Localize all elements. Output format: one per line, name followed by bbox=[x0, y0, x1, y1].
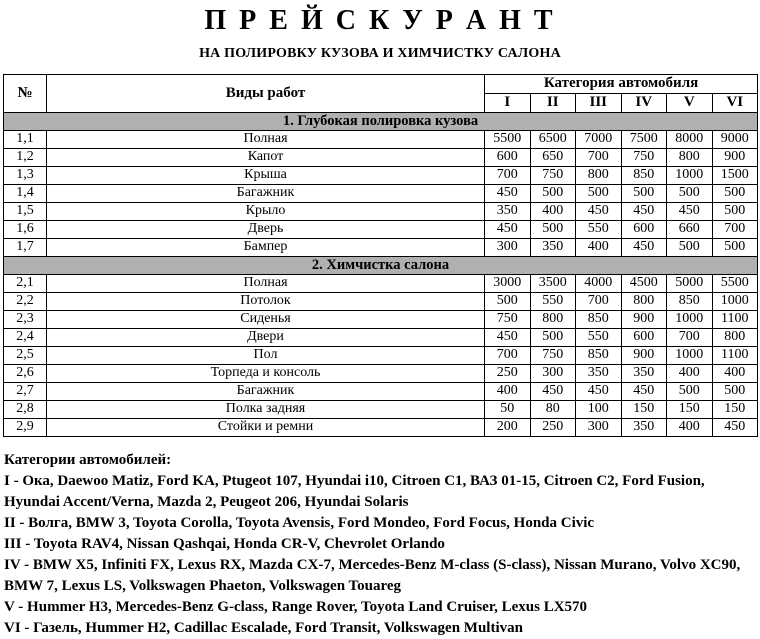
price-cat-2: 500 bbox=[530, 184, 576, 202]
price-cat-2: 300 bbox=[530, 364, 576, 382]
price-cat-3: 700 bbox=[576, 148, 622, 166]
price-cat-1: 450 bbox=[485, 220, 531, 238]
row-number: 2,9 bbox=[4, 418, 47, 436]
price-cat-4: 900 bbox=[621, 346, 667, 364]
col-header-cat-4: IV bbox=[621, 93, 667, 112]
category-description-4: IV - BMW X5, Infiniti FX, Lexus RX, Mazda CX-7, Mercedes-Benz M-class (S-class), Nissan Murano, Volvo XC90, BMW 7, Lexus LS, Volkswagen Phaeton, Volkswagen Touareg bbox=[4, 556, 741, 594]
table-row bbox=[4, 274, 758, 292]
table-row bbox=[4, 220, 758, 238]
price-cat-1: 350 bbox=[485, 202, 531, 220]
work-name: Крыло bbox=[47, 202, 485, 220]
price-cat-1: 50 bbox=[485, 400, 531, 418]
table-row bbox=[4, 292, 758, 310]
price-cat-1: 3000 bbox=[485, 274, 531, 292]
work-name: Полная bbox=[47, 274, 485, 292]
price-cat-3: 4000 bbox=[576, 274, 622, 292]
price-cat-3: 850 bbox=[576, 346, 622, 364]
section-header-row bbox=[4, 256, 758, 274]
price-table-body bbox=[4, 112, 758, 436]
price-cat-5: 800 bbox=[667, 148, 713, 166]
price-cat-3: 7000 bbox=[576, 130, 622, 148]
table-row bbox=[4, 130, 758, 148]
price-cat-1: 700 bbox=[485, 346, 531, 364]
section-header-row bbox=[4, 112, 758, 130]
table-row bbox=[4, 166, 758, 184]
price-cat-1: 300 bbox=[485, 238, 531, 256]
row-number: 1,7 bbox=[4, 238, 47, 256]
price-cat-3: 700 bbox=[576, 292, 622, 310]
price-cat-5: 5000 bbox=[667, 274, 713, 292]
work-name: Багажник bbox=[47, 382, 485, 400]
table-row bbox=[4, 148, 758, 166]
price-cat-4: 7500 bbox=[621, 130, 667, 148]
price-cat-4: 750 bbox=[621, 148, 667, 166]
price-cat-3: 350 bbox=[576, 364, 622, 382]
price-cat-2: 350 bbox=[530, 238, 576, 256]
table-row bbox=[4, 238, 758, 256]
price-cat-2: 550 bbox=[530, 292, 576, 310]
price-cat-1: 250 bbox=[485, 364, 531, 382]
work-name: Бампер bbox=[47, 238, 485, 256]
price-cat-3: 300 bbox=[576, 418, 622, 436]
page-subtitle: НА ПОЛИРОВКУ КУЗОВА И ХИМЧИСТКУ САЛОНА bbox=[199, 45, 561, 61]
price-cat-5: 1000 bbox=[667, 310, 713, 328]
work-name: Полная bbox=[47, 130, 485, 148]
table-row bbox=[4, 202, 758, 220]
price-table bbox=[3, 74, 758, 437]
price-cat-4: 500 bbox=[621, 184, 667, 202]
category-description-5: V - Hummer H3, Mercedes-Benz G-class, Range Rover, Toyota Land Cruiser, Lexus LX570 bbox=[4, 598, 588, 615]
price-cat-6: 800 bbox=[712, 328, 758, 346]
price-cat-6: 1500 bbox=[712, 166, 758, 184]
row-number: 1,6 bbox=[4, 220, 47, 238]
price-cat-4: 4500 bbox=[621, 274, 667, 292]
categories-list bbox=[4, 471, 756, 639]
price-cat-1: 200 bbox=[485, 418, 531, 436]
price-cat-5: 700 bbox=[667, 328, 713, 346]
price-cat-2: 500 bbox=[530, 328, 576, 346]
section-title: 1. Глубокая полировка кузова bbox=[4, 112, 758, 130]
work-name: Капот bbox=[47, 148, 485, 166]
price-cat-4: 800 bbox=[621, 292, 667, 310]
price-cat-2: 750 bbox=[530, 166, 576, 184]
price-cat-6: 1100 bbox=[712, 310, 758, 328]
price-cat-6: 1100 bbox=[712, 346, 758, 364]
price-cat-5: 500 bbox=[667, 238, 713, 256]
row-number: 2,6 bbox=[4, 364, 47, 382]
row-number: 2,3 bbox=[4, 310, 47, 328]
price-cat-2: 3500 bbox=[530, 274, 576, 292]
price-cat-6: 500 bbox=[712, 202, 758, 220]
price-cat-1: 600 bbox=[485, 148, 531, 166]
price-cat-4: 900 bbox=[621, 310, 667, 328]
work-name: Торпеда и консоль bbox=[47, 364, 485, 382]
row-number: 1,1 bbox=[4, 130, 47, 148]
row-number: 1,3 bbox=[4, 166, 47, 184]
price-cat-6: 700 bbox=[712, 220, 758, 238]
price-cat-4: 850 bbox=[621, 166, 667, 184]
col-header-works: Виды работ bbox=[47, 74, 485, 112]
price-cat-5: 1000 bbox=[667, 166, 713, 184]
row-number: 2,2 bbox=[4, 292, 47, 310]
price-cat-5: 400 bbox=[667, 364, 713, 382]
price-cat-2: 6500 bbox=[530, 130, 576, 148]
work-name: Двери bbox=[47, 328, 485, 346]
price-cat-2: 80 bbox=[530, 400, 576, 418]
col-header-category: Категория автомобиля bbox=[485, 74, 758, 93]
price-cat-2: 450 bbox=[530, 382, 576, 400]
price-cat-3: 450 bbox=[576, 202, 622, 220]
price-cat-1: 5500 bbox=[485, 130, 531, 148]
price-cat-6: 9000 bbox=[712, 130, 758, 148]
table-row bbox=[4, 400, 758, 418]
col-header-cat-1: I bbox=[485, 93, 531, 112]
price-cat-5: 500 bbox=[667, 184, 713, 202]
work-name: Пол bbox=[47, 346, 485, 364]
document-page bbox=[0, 5, 760, 636]
price-cat-6: 500 bbox=[712, 382, 758, 400]
price-cat-4: 600 bbox=[621, 220, 667, 238]
price-cat-6: 500 bbox=[712, 238, 758, 256]
category-description-2: II - Волга, BMW 3, Toyota Corolla, Toyota Avensis, Ford Mondeo, Ford Focus, Honda Civic bbox=[4, 514, 595, 531]
table-header-row bbox=[4, 74, 758, 93]
price-cat-2: 400 bbox=[530, 202, 576, 220]
category-description-1: I - Ока, Daewoo Matiz, Ford KA, Ptugeot 107, Hyundai i10, Citroen C1, ВАЗ 01-15, Citroen C2, Ford Fusion, Hyundai Accent/Verna, Mazda 2, Peugeot 206, Hyundai Solaris bbox=[4, 472, 705, 510]
price-cat-3: 800 bbox=[576, 166, 622, 184]
price-cat-2: 800 bbox=[530, 310, 576, 328]
work-name: Багажник bbox=[47, 184, 485, 202]
table-row bbox=[4, 328, 758, 346]
row-number: 1,5 bbox=[4, 202, 47, 220]
work-name: Дверь bbox=[47, 220, 485, 238]
price-cat-6: 5500 bbox=[712, 274, 758, 292]
price-cat-3: 450 bbox=[576, 382, 622, 400]
price-cat-4: 350 bbox=[621, 418, 667, 436]
price-cat-6: 400 bbox=[712, 364, 758, 382]
price-cat-1: 450 bbox=[485, 184, 531, 202]
table-row bbox=[4, 418, 758, 436]
table-row bbox=[4, 310, 758, 328]
price-cat-1: 750 bbox=[485, 310, 531, 328]
price-cat-5: 8000 bbox=[667, 130, 713, 148]
category-description-3: III - Toyota RAV4, Nissan Qashqai, Honda CR-V, Chevrolet Orlando bbox=[4, 535, 445, 552]
price-cat-1: 450 bbox=[485, 328, 531, 346]
price-cat-5: 660 bbox=[667, 220, 713, 238]
price-cat-5: 1000 bbox=[667, 346, 713, 364]
price-cat-4: 450 bbox=[621, 382, 667, 400]
work-name: Сиденья bbox=[47, 310, 485, 328]
price-cat-4: 600 bbox=[621, 328, 667, 346]
price-cat-3: 500 bbox=[576, 184, 622, 202]
price-cat-3: 550 bbox=[576, 220, 622, 238]
row-number: 1,4 bbox=[4, 184, 47, 202]
price-cat-6: 450 bbox=[712, 418, 758, 436]
col-header-num: № bbox=[4, 74, 47, 112]
price-cat-3: 400 bbox=[576, 238, 622, 256]
price-cat-1: 500 bbox=[485, 292, 531, 310]
category-description-6: VI - Газель, Hummer H2, Cadillac Escalade, Ford Transit, Volkswagen Multivan bbox=[4, 619, 523, 636]
price-cat-4: 150 bbox=[621, 400, 667, 418]
work-name: Полка задняя bbox=[47, 400, 485, 418]
price-cat-2: 500 bbox=[530, 220, 576, 238]
price-cat-4: 350 bbox=[621, 364, 667, 382]
price-cat-5: 500 bbox=[667, 382, 713, 400]
col-header-cat-3: III bbox=[576, 93, 622, 112]
work-name: Стойки и ремни bbox=[47, 418, 485, 436]
table-row bbox=[4, 382, 758, 400]
price-cat-5: 450 bbox=[667, 202, 713, 220]
price-cat-4: 450 bbox=[621, 202, 667, 220]
price-cat-1: 400 bbox=[485, 382, 531, 400]
price-cat-2: 650 bbox=[530, 148, 576, 166]
row-number: 2,5 bbox=[4, 346, 47, 364]
row-number: 2,4 bbox=[4, 328, 47, 346]
price-cat-6: 1000 bbox=[712, 292, 758, 310]
col-header-cat-6: VI bbox=[712, 93, 758, 112]
price-cat-6: 500 bbox=[712, 184, 758, 202]
col-header-cat-2: II bbox=[530, 93, 576, 112]
table-row bbox=[4, 346, 758, 364]
row-number: 2,1 bbox=[4, 274, 47, 292]
price-cat-2: 250 bbox=[530, 418, 576, 436]
price-cat-5: 150 bbox=[667, 400, 713, 418]
price-cat-6: 900 bbox=[712, 148, 758, 166]
work-name: Потолок bbox=[47, 292, 485, 310]
page-title: П Р Е Й С К У Р А Н Т bbox=[204, 5, 556, 36]
work-name: Крыша bbox=[47, 166, 485, 184]
table-row bbox=[4, 184, 758, 202]
price-cat-3: 550 bbox=[576, 328, 622, 346]
section-title: 2. Химчистка салона bbox=[4, 256, 758, 274]
price-cat-2: 750 bbox=[530, 346, 576, 364]
col-header-cat-5: V bbox=[667, 93, 713, 112]
row-number: 2,7 bbox=[4, 382, 47, 400]
categories-heading: Категории автомобилей: bbox=[4, 451, 172, 468]
row-number: 2,8 bbox=[4, 400, 47, 418]
price-cat-5: 850 bbox=[667, 292, 713, 310]
price-cat-3: 100 bbox=[576, 400, 622, 418]
price-cat-6: 150 bbox=[712, 400, 758, 418]
price-cat-4: 450 bbox=[621, 238, 667, 256]
price-cat-3: 850 bbox=[576, 310, 622, 328]
row-number: 1,2 bbox=[4, 148, 47, 166]
table-row bbox=[4, 364, 758, 382]
price-cat-5: 400 bbox=[667, 418, 713, 436]
categories-block bbox=[4, 450, 756, 639]
price-cat-1: 700 bbox=[485, 166, 531, 184]
